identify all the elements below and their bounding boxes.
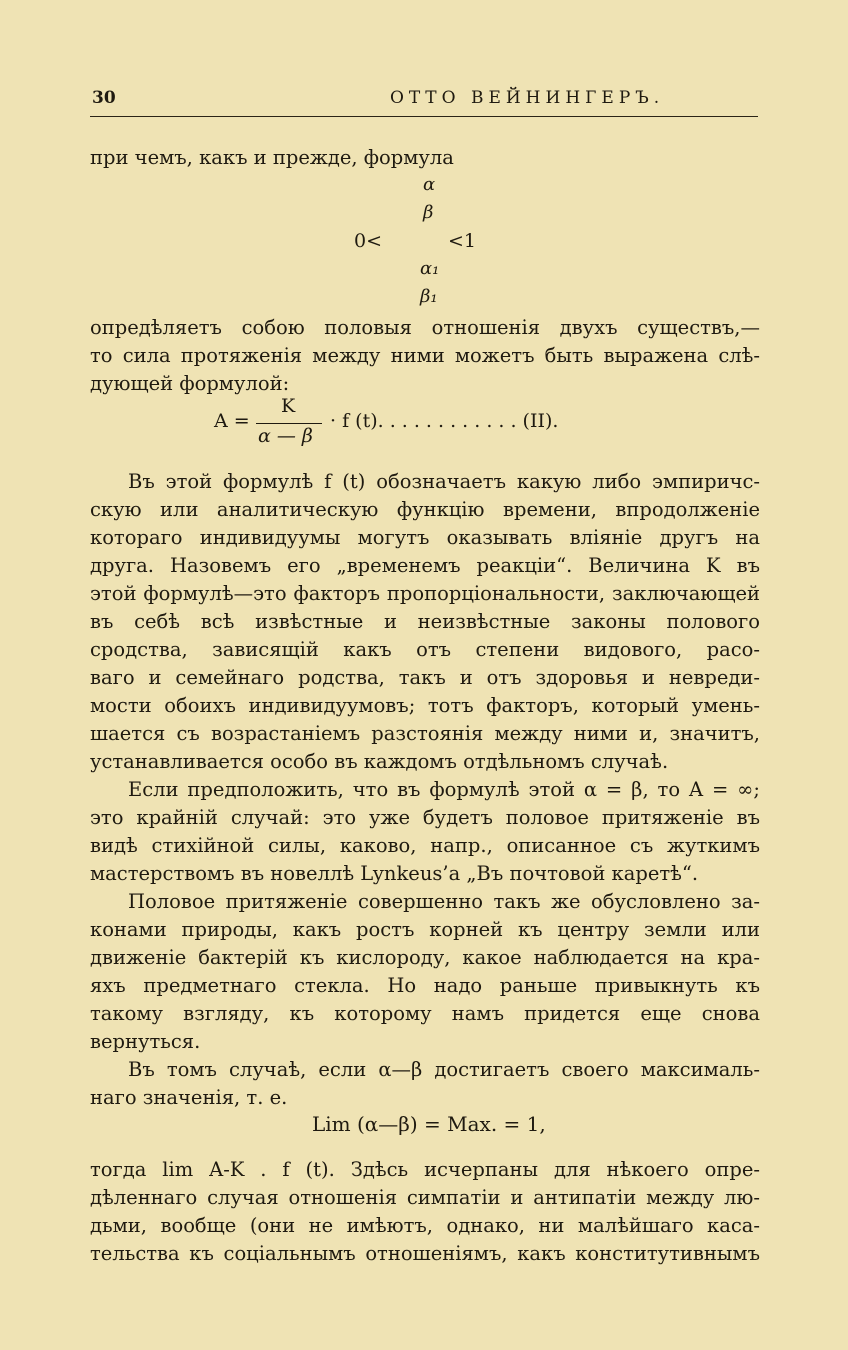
running-head: ОТТО ВЕЙНИНГЕРЪ. [390,88,665,108]
para-6-line-2: дѣленнаго случая отношенія симпатіи и антипатіи между лю- [90,1186,760,1209]
para-1-line-3: дующей формулой: [90,372,290,395]
para-2-line-1: Въ этой формулѣ f (t) обозначаетъ какую либо эмпиричс- [128,470,760,493]
para-6-line-1: тогда lim A-K . f (t). Здѣсь исчерпаны для нѣкоего опре- [90,1158,760,1181]
para-1-line-1: опредѣляетъ собою половыя отношенія двухъ существъ,— [90,316,760,339]
formula-2-lhs: A = [214,410,250,432]
page-header [90,88,758,112]
para-2-line-8: ваго и семейнаго родства, такъ и отъ здоровья и невреди- [90,666,760,689]
para-6-line-3: дьми, вообще (они не имѣютъ, однако, ни малѣйшаго каса- [90,1214,760,1237]
para-1-line-2: то сила протяженія между ними можетъ быть выражена слѣ- [90,344,760,367]
formula-1-beta: β [423,202,434,223]
para-4-line-3: движеніе бактерій къ кислороду, какое наблюдается на кра- [90,946,760,969]
para-2-line-7: сродства, зависящій какъ отъ степени видового, расо- [90,638,760,661]
para-6-line-4: тельства къ соціальнымъ отношеніямъ, какъ конститутивнымъ [90,1242,760,1265]
page-number: 30 [92,88,116,108]
formula-1-alpha1: α₁ [420,258,440,279]
para-4-line-1: Половое притяженіе совершенно такъ же обусловлено за- [128,890,760,913]
para-4-line-6: вернуться. [90,1030,201,1053]
para-3-line-4: мастерствомъ въ новеллѣ Lynkeus’a „Въ почтовой каретѣ“. [90,862,699,885]
para-4-line-2: конами природы, какъ ростъ корней къ центру земли или [90,918,760,941]
intro-line: при чемъ, какъ и прежде, формула [90,146,454,169]
formula-1-beta1: β₁ [420,286,438,307]
formula-3: Lim (α—β) = Max. = 1, [312,1112,546,1136]
para-2-line-3: котораго индивидуумы могутъ оказывать вліяніе другъ на [90,526,760,549]
para-2-line-5: этой формулѣ—это факторъ пропорціональности, заключающей [90,582,760,605]
formula-2-numerator: K [281,395,296,417]
para-5-line-2: наго значенія, т. е. [90,1086,288,1109]
para-2-line-4: друга. Назовемъ его „временемъ реакціи“. Величина K въ [90,554,760,577]
para-2-line-10: шается съ возрастаніемъ разстоянія между ними и, значитъ, [90,722,760,745]
formula-1-alpha: α [423,174,436,195]
para-4-line-4: яхъ предметнаго стекла. Но надо раньше привыкнуть къ [90,974,760,997]
header-rule [90,116,758,117]
para-5-line-1: Въ томъ случаѣ, если α—β достигаетъ своего максималь- [128,1058,760,1081]
para-3-line-1: Если предположить, что въ формулѣ этой α = β, то A = ∞; [128,778,760,801]
para-3-line-2: это крайній случай: это уже будетъ половое притяженіе въ [90,806,760,829]
formula-2-rest: · f (t). . . . . . . . . . . . (II). [330,410,559,432]
para-2-line-9: мости обоихъ индивидуумовъ; тотъ факторъ, который умень- [90,694,760,717]
formula-2-denominator: α — β [258,425,313,447]
para-4-line-5: такому взгляду, къ которому намъ придется еще снова [90,1002,760,1025]
formula-2-fraction-bar [256,423,322,424]
formula-1-left: 0< [354,230,383,252]
para-2-line-2: скую или аналитическую функцію времени, впродолженіе [90,498,760,521]
para-2-line-6: въ себѣ всѣ извѣстные и неизвѣстные законы полового [90,610,760,633]
para-3-line-3: видѣ стихійной силы, каково, напр., описанное съ жуткимъ [90,834,760,857]
para-2-line-11: устанавливается особо въ каждомъ отдѣльномъ случаѣ. [90,750,669,773]
formula-1-right: <1 [448,230,477,252]
